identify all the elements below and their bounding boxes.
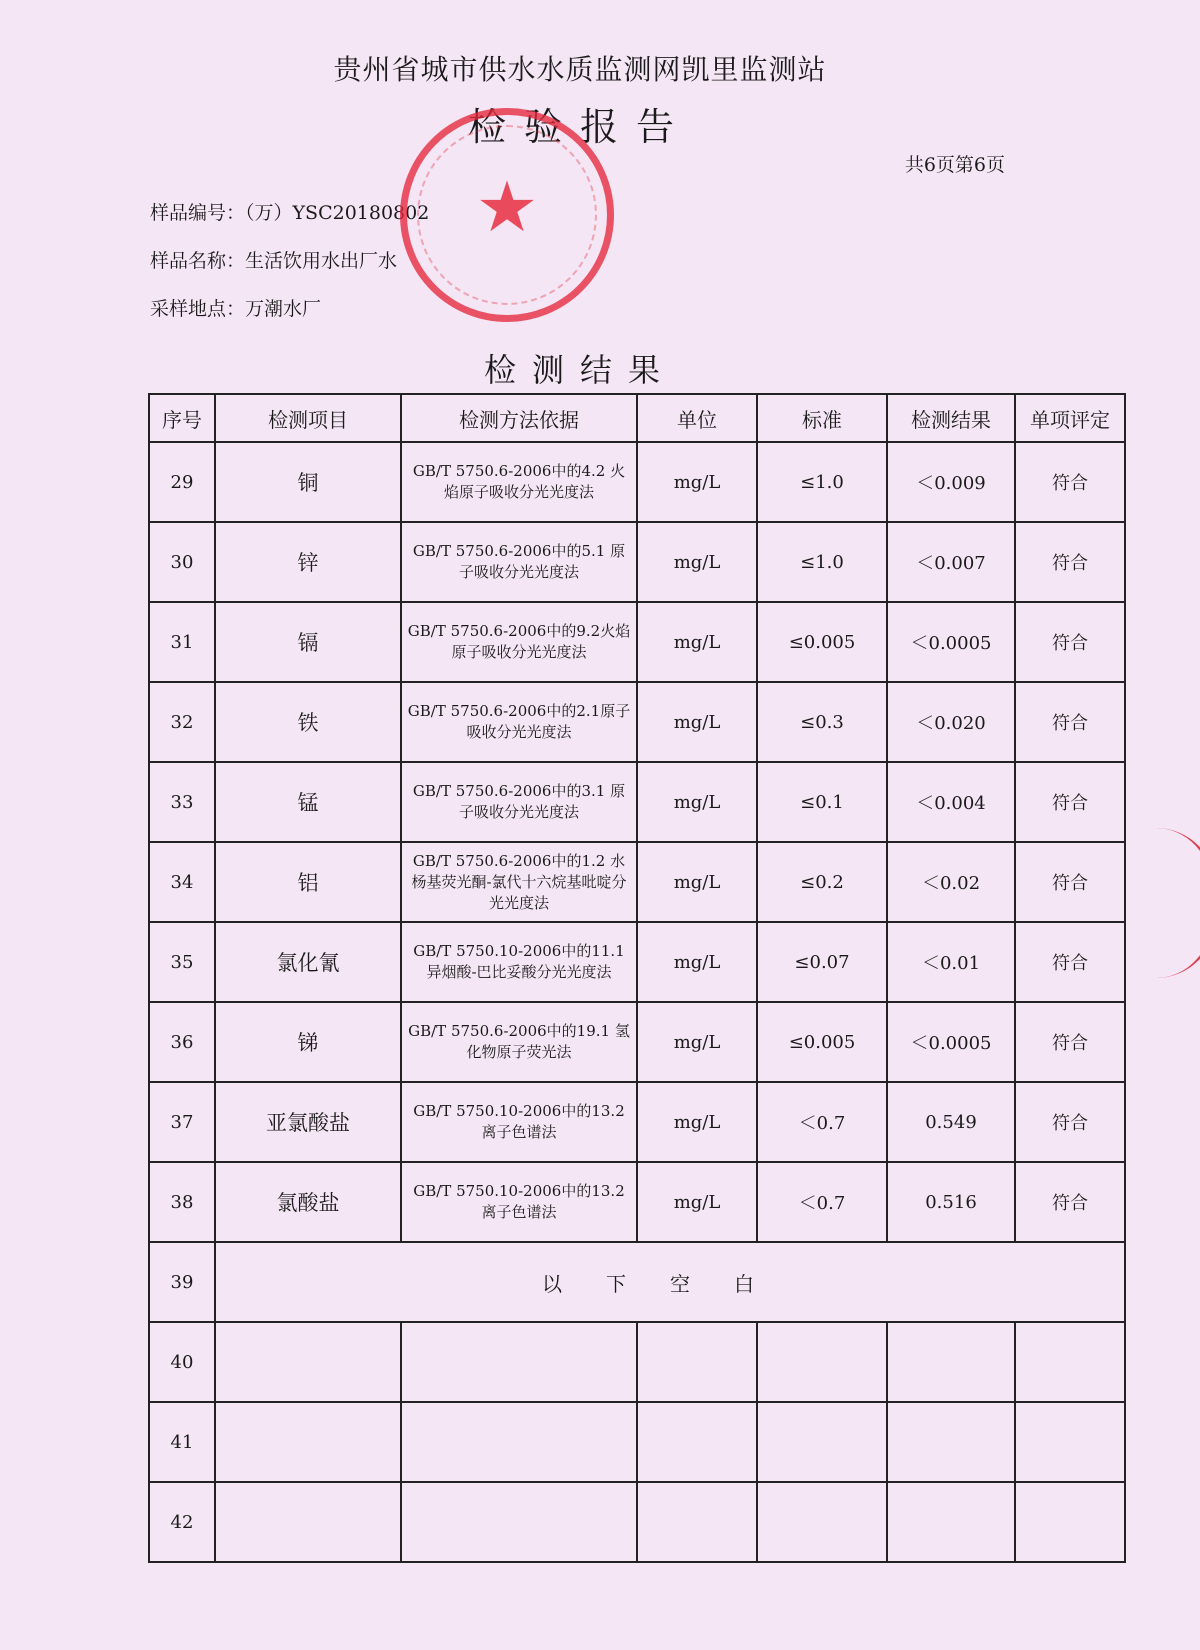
sample-number-label: 样品编号：: [150, 202, 246, 224]
empty-cell: [215, 1322, 401, 1402]
row-result: ＜0.0005: [887, 1002, 1015, 1082]
row-unit: mg/L: [637, 602, 757, 682]
row-unit: mg/L: [637, 442, 757, 522]
empty-cell: [401, 1322, 637, 1402]
row-method: GB/T 5750.6-2006中的3.1 原子吸收分光光度法: [401, 762, 637, 842]
table-header-row: [149, 394, 1125, 442]
header-unit: 单位: [637, 394, 757, 442]
row-verdict: 符合: [1015, 1002, 1125, 1082]
row-item: 铝: [215, 842, 401, 922]
empty-cell: [637, 1482, 757, 1562]
row-unit: mg/L: [637, 1002, 757, 1082]
row-no: 38: [149, 1162, 215, 1242]
table-row: [149, 602, 1125, 682]
row-standard: ＜0.7: [757, 1082, 887, 1162]
seal-ring: [417, 125, 597, 305]
row-method: GB/T 5750.10-2006中的13.2 离子色谱法: [401, 1082, 637, 1162]
row-verdict: 符合: [1015, 922, 1125, 1002]
row-standard: ≤0.2: [757, 842, 887, 922]
empty-cell: [1015, 1482, 1125, 1562]
row-result: ＜0.004: [887, 762, 1015, 842]
empty-cell: [1015, 1402, 1125, 1482]
empty-cell: [215, 1402, 401, 1482]
row-result: 0.516: [887, 1162, 1015, 1242]
row-item: 氯酸盐: [215, 1162, 401, 1242]
row-unit: mg/L: [637, 522, 757, 602]
empty-cell: [757, 1322, 887, 1402]
row-verdict: 符合: [1015, 1082, 1125, 1162]
header-item: 检测项目: [215, 394, 401, 442]
row-result: ＜0.0005: [887, 602, 1015, 682]
doc-title: 检验报告: [467, 105, 692, 149]
row-no: 34: [149, 842, 215, 922]
row-method: GB/T 5750.10-2006中的13.2 离子色谱法: [401, 1162, 637, 1242]
row-method: GB/T 5750.6-2006中的9.2火焰原子吸收分光光度法: [401, 602, 637, 682]
row-result: ＜0.01: [887, 922, 1015, 1002]
row-standard: ≤0.005: [757, 1002, 887, 1082]
row-method: GB/T 5750.6-2006中的2.1原子吸收分光光度法: [401, 682, 637, 762]
page-count: 共6页第6页: [904, 154, 1005, 176]
header-result: 检测结果: [887, 394, 1015, 442]
row-unit: mg/L: [637, 1082, 757, 1162]
empty-cell: [1015, 1322, 1125, 1402]
row-unit: mg/L: [637, 762, 757, 842]
header-no: 序号: [149, 394, 215, 442]
row-item: 锑: [215, 1002, 401, 1082]
row-standard: ≤1.0: [757, 522, 887, 602]
row-standard: ≤1.0: [757, 442, 887, 522]
row-verdict: 符合: [1015, 762, 1125, 842]
blank-note-row: [149, 1242, 1125, 1322]
empty-cell: [887, 1322, 1015, 1402]
table-row: [149, 1082, 1125, 1162]
star-icon: ★: [475, 166, 539, 248]
row-no: 31: [149, 602, 215, 682]
header-method: 检测方法依据: [401, 394, 637, 442]
table-row: [149, 442, 1125, 522]
row-method: GB/T 5750.6-2006中的1.2 水杨基荧光酮-氯代十六烷基吡啶分光光度法: [401, 842, 637, 922]
row-no: 37: [149, 1082, 215, 1162]
header-verdict: 单项评定: [1015, 394, 1125, 442]
results-title: 检测结果: [483, 351, 676, 389]
empty-cell: [757, 1482, 887, 1562]
row-unit: mg/L: [637, 922, 757, 1002]
row-standard: ≤0.3: [757, 682, 887, 762]
row-no: 39: [149, 1242, 215, 1322]
row-no: 42: [149, 1482, 215, 1562]
row-no: 40: [149, 1322, 215, 1402]
row-result: ＜0.020: [887, 682, 1015, 762]
row-unit: mg/L: [637, 842, 757, 922]
sample-name-line: [150, 246, 397, 273]
row-standard: ≤0.07: [757, 922, 887, 1002]
sample-location-value: 万潮水厂: [245, 298, 322, 320]
row-verdict: 符合: [1015, 442, 1125, 522]
row-method: GB/T 5750.6-2006中的19.1 氢化物原子荧光法: [401, 1002, 637, 1082]
sample-number-value: （万）YSC20180802: [245, 202, 430, 224]
row-item: 镉: [215, 602, 401, 682]
row-standard: ＜0.7: [757, 1162, 887, 1242]
row-item: 亚氯酸盐: [215, 1082, 401, 1162]
row-no: 36: [149, 1002, 215, 1082]
empty-cell: [887, 1402, 1015, 1482]
sample-location-line: [150, 294, 321, 321]
empty-cell: [401, 1402, 637, 1482]
row-item: 铁: [215, 682, 401, 762]
empty-cell: [637, 1402, 757, 1482]
sample-name-label: 样品名称：: [150, 250, 246, 272]
empty-cell: [401, 1482, 637, 1562]
row-result: 0.549: [887, 1082, 1015, 1162]
table-row: [149, 682, 1125, 762]
table-row: [149, 842, 1125, 922]
sample-number-line: [150, 198, 429, 225]
sample-name-value: 生活饮用水出厂水: [245, 250, 398, 272]
row-standard: ≤0.1: [757, 762, 887, 842]
row-verdict: 符合: [1015, 522, 1125, 602]
row-verdict: 符合: [1015, 1162, 1125, 1242]
row-verdict: 符合: [1015, 682, 1125, 762]
row-method: GB/T 5750.10-2006中的11.1 异烟酸-巴比妥酸分光光度法: [401, 922, 637, 1002]
row-item: 铜: [215, 442, 401, 522]
empty-row: [149, 1402, 1125, 1482]
row-no: 30: [149, 522, 215, 602]
row-standard: ≤0.005: [757, 602, 887, 682]
seal-edge-mark: [1152, 828, 1200, 978]
results-table: [148, 393, 1126, 1563]
table-row: [149, 762, 1125, 842]
row-result: ＜0.02: [887, 842, 1015, 922]
table-row: [149, 522, 1125, 602]
empty-cell: [887, 1482, 1015, 1562]
org-name: 贵州省城市供水水质监测网凯里监测站: [333, 53, 827, 86]
row-no: 29: [149, 442, 215, 522]
sample-location-label: 采样地点：: [150, 298, 246, 320]
row-verdict: 符合: [1015, 602, 1125, 682]
row-unit: mg/L: [637, 682, 757, 762]
row-item: 锰: [215, 762, 401, 842]
row-item: 氯化氰: [215, 922, 401, 1002]
header-standard: 标准: [757, 394, 887, 442]
row-result: ＜0.009: [887, 442, 1015, 522]
empty-cell: [637, 1322, 757, 1402]
row-method: GB/T 5750.6-2006中的5.1 原子吸收分光光度法: [401, 522, 637, 602]
empty-row: [149, 1322, 1125, 1402]
empty-cell: [215, 1482, 401, 1562]
empty-row: [149, 1482, 1125, 1562]
table-row: [149, 922, 1125, 1002]
row-no: 33: [149, 762, 215, 842]
row-no: 35: [149, 922, 215, 1002]
row-result: ＜0.007: [887, 522, 1015, 602]
row-method: GB/T 5750.6-2006中的4.2 火焰原子吸收分光光度法: [401, 442, 637, 522]
row-no: 32: [149, 682, 215, 762]
table-row: [149, 1162, 1125, 1242]
row-unit: mg/L: [637, 1162, 757, 1242]
empty-cell: [757, 1402, 887, 1482]
row-verdict: 符合: [1015, 842, 1125, 922]
table-row: [149, 1002, 1125, 1082]
results-body: [149, 442, 1125, 1562]
blank-note: 以下空白: [215, 1242, 1125, 1322]
row-no: 41: [149, 1402, 215, 1482]
row-item: 锌: [215, 522, 401, 602]
